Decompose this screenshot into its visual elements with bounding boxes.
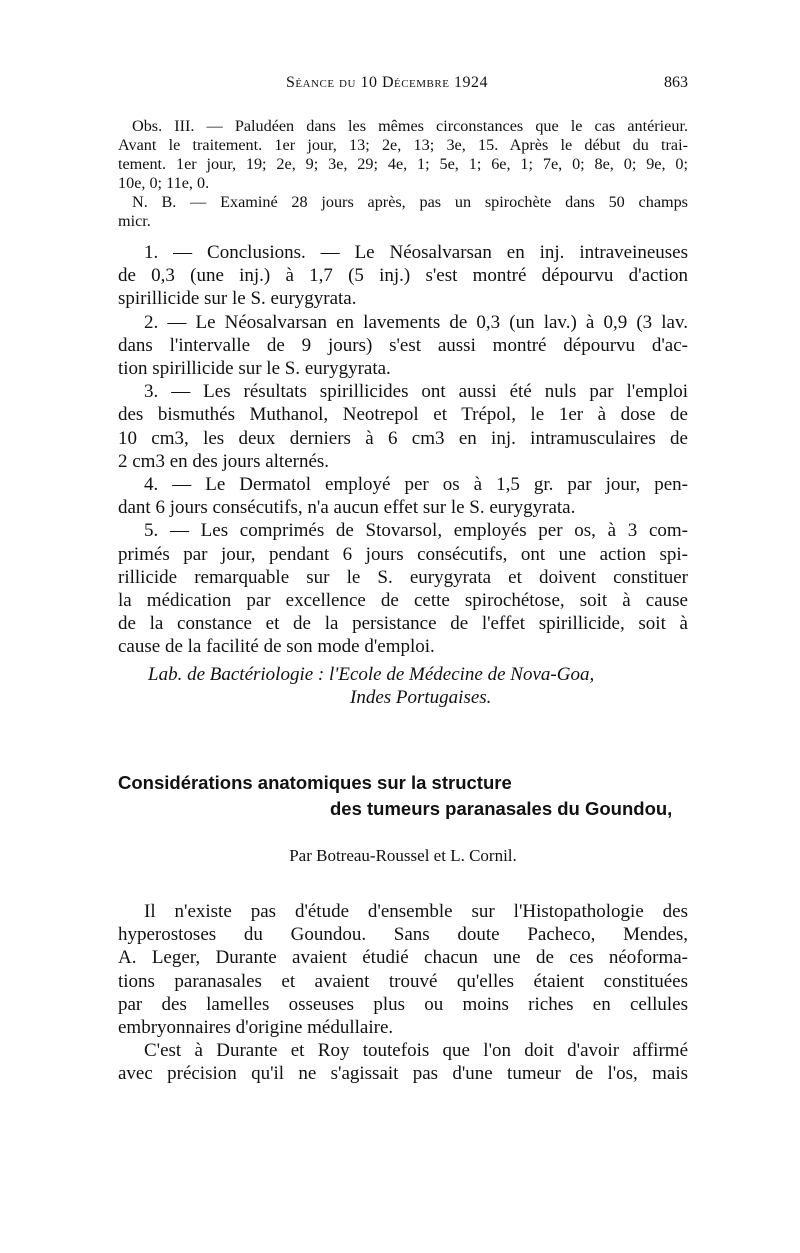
text-line: primés par jour, pendant 6 jours consécutifs, ont une action spi- [118, 543, 688, 565]
conclusion-paragraph-5 [118, 519, 688, 658]
nb-line: N. B. — Examiné 28 jours après, pas un spirochète dans 50 champs [132, 193, 688, 211]
text-line: hyperostoses du Goundou. Sans doute Pacheco, Mendes, [118, 924, 688, 946]
text-line: dant 6 jours consécutifs, n'a aucun effet sur le S. eurygyrata. [118, 497, 576, 519]
conclusion-paragraph-3 [118, 380, 688, 473]
text-line: 5. — Les comprimés de Stovarsol, employés per os, à 3 com- [144, 520, 688, 542]
text-line: embryonnaires d'origine médullaire. [118, 1017, 394, 1039]
text-line: par des lamelles osseuses plus ou moins riches en cellules [118, 993, 688, 1015]
text-line: C'est à Durante et Roy toutefois que l'on doit d'avoir affirmé [144, 1040, 688, 1062]
text-line: rillicide remarquable sur le S. eurygyrata et doivent constituer [118, 566, 688, 588]
text-line: la médication par excellence de cette spirochétose, soit à cause [118, 590, 688, 612]
article-title-line: Considérations anatomiques sur la structure [118, 772, 512, 793]
page-number: 863 [664, 74, 688, 91]
article-title [118, 770, 688, 822]
text-line: de 0,3 (une inj.) à 1,7 (5 inj.) s'est montré dépourvu d'action [118, 265, 688, 287]
nb-line: micr. [118, 212, 151, 230]
text-line: tions paranasales et avaient trouvé qu'elles étaient constituées [118, 970, 688, 992]
text-line: des bismuthés Muthanol, Neotrepol et Trépol, le 1er à dose de [118, 404, 688, 426]
running-header [118, 74, 688, 98]
article-authors: Par Botreau-Roussel et L. Cornil. [289, 846, 517, 865]
article-body [118, 900, 688, 1086]
obs-line: tement. 1er jour, 19; 2e, 9; 3e, 29; 4e, 1; 5e, 1; 6e, 1; 7e, 0; 8e, 0; 9e, 0; [118, 155, 688, 173]
body-paragraph-2 [118, 1039, 688, 1085]
conclusion-paragraph-2 [118, 311, 688, 381]
obs-line: Avant le traitement. 1er jour, 13; 2e, 13; 3e, 15. Après le début du trai- [118, 136, 688, 154]
text-line: avec précision qu'il ne s'agissait pas d'une tumeur de l'os, mais [118, 1063, 688, 1085]
body-paragraph-1 [118, 900, 688, 1039]
article-title-line: des tumeurs paranasales du Goundou, [330, 798, 673, 819]
lab-affiliation [118, 663, 688, 709]
obs-line: Obs. III. — Paludéen dans les mêmes circonstances que le cas antérieur. [132, 117, 688, 135]
text-line: tion spirillicide sur le S. eurygyrata. [118, 358, 391, 380]
text-line: A. Leger, Durante avaient étudié chacun une de ces néoforma- [118, 947, 688, 969]
conclusion-paragraph-1 [118, 241, 688, 311]
text-line: cause de la facilité de son mode d'emploi. [118, 636, 435, 658]
text-line: 1. — Conclusions. — Le Néosalvarsan en inj. intraveineuses [144, 242, 688, 263]
text-line: 3. — Les résultats spirillicides ont aussi été nuls par l'emploi [144, 381, 688, 403]
text-line: 2 cm3 en des jours alternés. [118, 450, 330, 472]
observation-block [118, 117, 688, 231]
text-line: 2. — Le Néosalvarsan en lavements de 0,3 (un lav.) à 0,9 (3 lav. [144, 311, 688, 333]
lab-line: Lab. de Bactériologie : l'Ecole de Médecine de Nova-Goa, [148, 663, 595, 685]
text-line: 10 cm3, les deux derniers à 6 cm3 en inj. intramusculaires de [118, 427, 688, 449]
text-line: spirillicide sur le S. eurygyrata. [118, 288, 357, 310]
running-title: Séance du 10 Décembre 1924 [286, 74, 488, 91]
text-line: 4. — Le Dermatol employé per os à 1,5 gr. par jour, pen- [144, 474, 688, 496]
conclusions-block [118, 241, 688, 709]
lab-line: Indes Portugaises. [350, 686, 492, 708]
text-line: dans l'intervalle de 9 jours) s'est aussi montré dépourvu d'ac- [118, 334, 688, 356]
text-line: de la constance et de la persistance de l'effet spirillicide, soit à [118, 613, 688, 635]
text-line: Il n'existe pas d'étude d'ensemble sur l'Histopathologie des [144, 901, 688, 922]
obs-line: 10e, 0; 11e, 0. [118, 174, 210, 192]
conclusion-paragraph-4 [118, 473, 688, 519]
